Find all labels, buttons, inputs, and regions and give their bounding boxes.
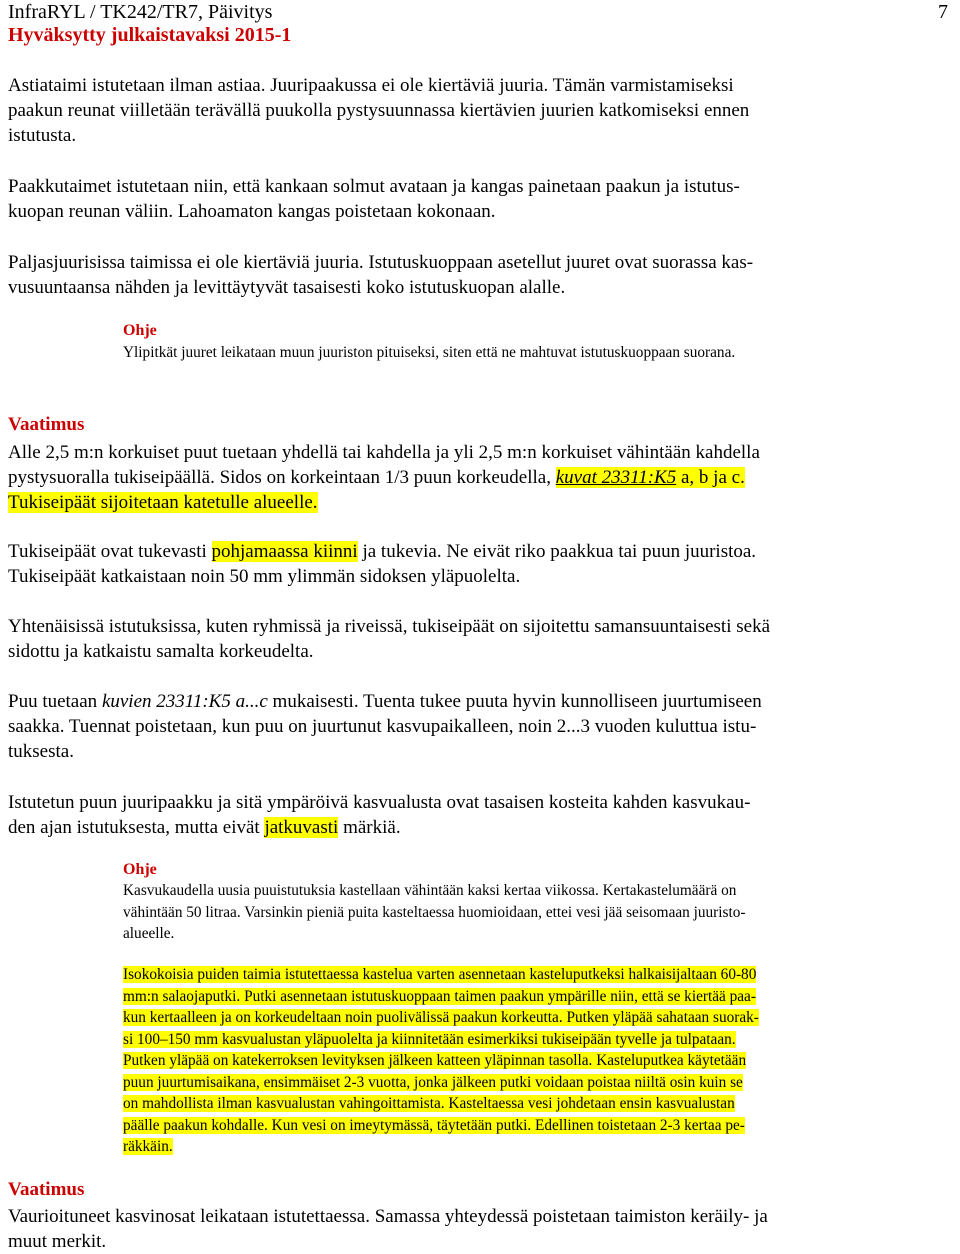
text-line: Yhtenäisissä istutuksissa, kuten ryhmissä ja riveissä, tukiseipäät on sijoitettu samansuuntaisesti sekä	[8, 616, 771, 637]
figure-reference-link[interactable]: kuvat 23311:K5	[555, 467, 677, 488]
text-line	[123, 1029, 759, 1051]
page-number: 7	[938, 1, 948, 23]
text-line: sidottu ja katkaistu samalta korkeudelta.	[8, 641, 314, 662]
highlighted-segment: mm:n salaojaputki. Putki asennetaan istutuskuoppaan taimen paakun ympärille niin, että se kiertää paa-	[123, 987, 756, 1005]
highlighted-segment: kun kertaalleen ja on korkeudeltaan noin puolivälissä paakun korkeutta. Putken yläpää sahataan suorak-	[123, 1009, 759, 1026]
text-line: vähintään 50 litraa. Varsinkin pieniä puita kasteltaessa huomioidaan, ettei vesi jää seisomaan juuristo-	[123, 903, 746, 921]
paragraph-moisture	[8, 790, 952, 840]
highlighted-segment: on mahdollista ilman kasvualustan vahingoittamista. Kasteltaessa vesi johdetaan ensin kasvualustan	[123, 1095, 735, 1112]
requirement-heading: Vaatimus	[8, 1179, 85, 1200]
note-watering	[123, 880, 745, 945]
paragraph-requirement-support	[8, 440, 952, 515]
text-segment: märkiä.	[338, 817, 401, 838]
text-line: tuksesta.	[8, 741, 74, 762]
text-line: kuopan reunan väliin. Lahoamaton kangas poistetaan kokonaan.	[8, 201, 496, 222]
paragraph-stakes	[8, 539, 952, 589]
note-text: Ylipitkät juuret leikataan muun juuriston pituiseksi, siten että ne mahtuvat istutuskuoppaan suorana.	[123, 344, 736, 361]
text-line: Istutetun puun juuripaakku ja sitä ympäröivä kasvualusta ovat tasaisen kosteita kahden kasvukau-	[8, 792, 751, 813]
paragraph-tree-support	[8, 689, 952, 764]
highlighted-segment: Putken yläpää on katekerroksen levityksen jälkeen katteen yläpinnan tasolla. Kasteluputkea käytetään	[123, 1052, 747, 1069]
text-line	[8, 490, 952, 515]
text-line: Astiataimi istutetaan ilman astiaa. Juuripaakussa ei ole kiertäviä juuria. Tämän varmistamiseksi	[8, 75, 734, 96]
text-line	[123, 986, 759, 1008]
text-segment: den ajan istutuksesta, mutta eivät	[8, 817, 265, 838]
text-segment: Tukiseipäät ovat tukevasti	[8, 541, 212, 562]
text-line: Kasvukaudella uusia puuistutuksia kastellaan vähintään kaksi kertaa viikossa. Kertakastelumäärä on	[123, 882, 737, 899]
text-segment: pystysuoralla tukiseipäällä. Sidos on korkeintaan 1/3 puun korkeudella,	[8, 467, 556, 488]
header-title: InfraRYL / TK242/TR7, Päivitys	[8, 1, 273, 23]
text-line: Tukiseipäät katkaistaan noin 50 mm ylimmän sidoksen yläpuolelta.	[8, 566, 521, 587]
paragraph-paljasjuuriset	[8, 250, 952, 300]
text-line	[123, 1007, 759, 1029]
highlighted-segment	[556, 467, 745, 488]
highlighted-segment: Isokokoisia puiden taimia istutettaessa kastelua varten asennetaan kasteluputkeksi halkaisijaltaan 60-80	[123, 966, 757, 983]
text-line	[8, 815, 952, 840]
highlighted-segment: päälle paakun kohdalle. Kun vesi on imeytymässä, täytetään putki. Edellinen toistetaan 2-3 kertaa pe-	[123, 1116, 745, 1134]
header-status: Hyväksytty julkaistavaksi 2015-1	[8, 24, 292, 46]
highlighted-segment: Tukiseipäät sijoitetaan katetulle alueelle.	[8, 492, 318, 513]
text-line	[123, 1050, 759, 1072]
text-line	[123, 964, 759, 986]
text-line: saakka. Tuennat poistetaan, kun puu on juurtunut kasvupaikalleen, noin 2...3 vuoden kuluttua istu-	[8, 716, 757, 737]
text-line	[123, 1115, 759, 1137]
highlighted-segment: pohjamaassa kiinni	[211, 541, 358, 562]
highlighted-segment: si 100–150 mm kasvualustan yläpuolelta ja kiinnitetään esimerkiksi tukiseipään tyvelle ja tulpataan.	[123, 1030, 736, 1048]
requirement-heading: Vaatimus	[8, 414, 85, 435]
text-line: Alle 2,5 m:n korkuiset puut tuetaan yhdellä tai kahdella ja yli 2,5 m:n korkuiset vähintään kahdella	[8, 442, 760, 463]
text-segment: a, b ja c.	[676, 467, 745, 488]
paragraph-requirement-damaged	[8, 1204, 952, 1254]
text-segment: Puu tuetaan	[8, 691, 102, 712]
highlighted-segment: puun juurtumisaikana, ensimmäiset 2-3 vuotta, jonka jälkeen putki voidaan poistaa niiltä osin kuin se	[123, 1073, 743, 1091]
text-segment: mukaisesti. Tuenta tukee puuta hyvin kunnolliseen juurtumiseen	[267, 691, 762, 712]
text-line: paakun reunat viilletään terävällä puukolla pystysuunnassa kiertävien juurien katkomiseksi ennen	[8, 100, 750, 121]
text-line	[8, 539, 952, 564]
text-line	[123, 1136, 759, 1158]
paragraph-uniform-plantings	[8, 614, 952, 664]
text-line	[8, 465, 952, 490]
text-line: muut merkit.	[8, 1231, 107, 1252]
text-line: vusuuntaansa nähden ja levittäytyvät tasaisesti koko istutuskuopan alalle.	[8, 277, 566, 298]
text-line: Paljasjuurisissa taimissa ei ole kiertäviä juuria. Istutuskuoppaan asetellut juuret ovat suorassa kas-	[8, 252, 754, 273]
highlighted-segment: räkkäin.	[123, 1138, 173, 1155]
note-heading: Ohje	[123, 861, 157, 878]
paragraph-astiataimi	[8, 73, 952, 148]
note-heading: Ohje	[123, 322, 157, 339]
note-irrigation-pipe	[123, 964, 759, 1158]
paragraph-paakkutaimet	[8, 174, 952, 224]
figure-reference: kuvien 23311:K5 a...c	[101, 691, 268, 712]
highlighted-segment: jatkuvasti	[264, 817, 339, 838]
text-line: istutusta.	[8, 125, 77, 146]
text-line	[8, 689, 952, 714]
text-line: Paakkutaimet istutetaan niin, että kankaan solmut avataan ja kangas painetaan paakun ja istutus-	[8, 176, 740, 197]
text-line: alueelle.	[123, 925, 175, 942]
text-segment: ja tukevia. Ne eivät riko paakkua tai puun juuristoa.	[357, 541, 757, 562]
text-line	[123, 1072, 759, 1094]
text-line: Vaurioituneet kasvinosat leikataan istutettaessa. Samassa yhteydessä poistetaan taimiston keräily- ja	[8, 1206, 768, 1227]
text-line	[123, 1093, 759, 1115]
